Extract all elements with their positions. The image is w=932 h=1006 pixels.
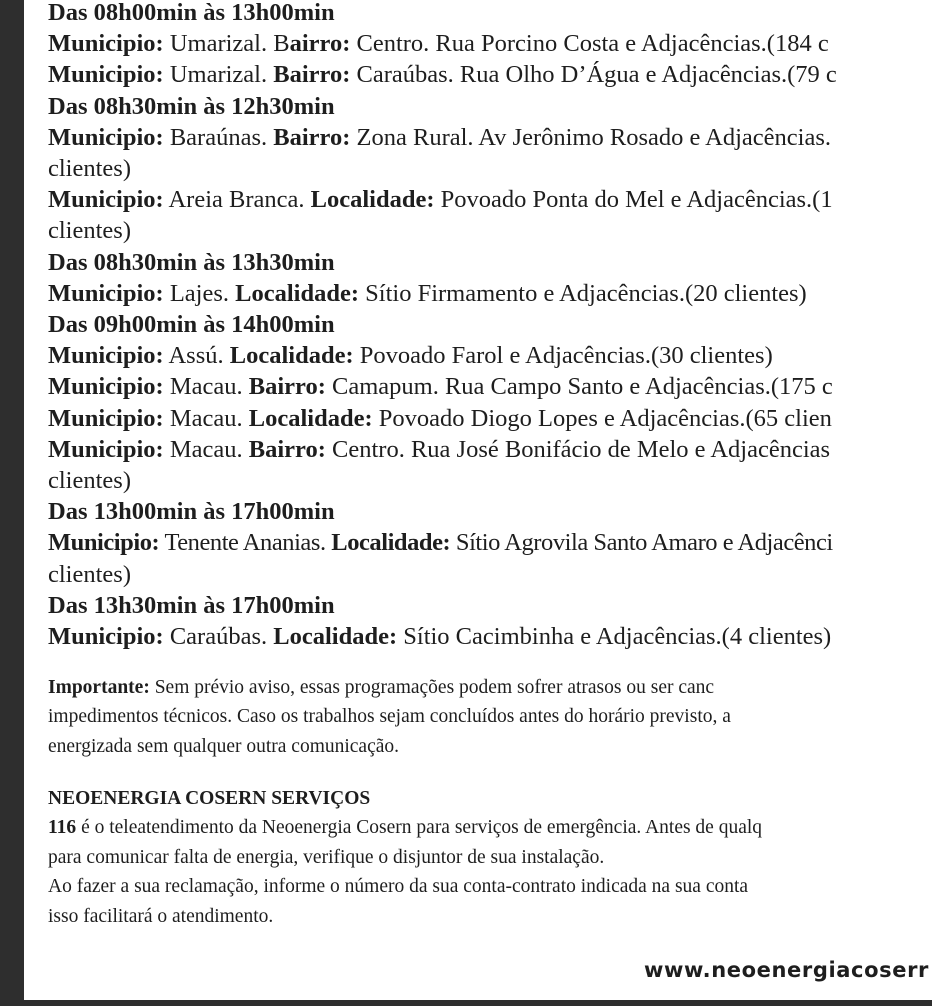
entry-detail: Povoado Ponta do Mel e Adjacências.(1 — [434, 186, 833, 214]
municipio-label: Municipio: — [48, 123, 164, 151]
time-slot-heading: Das 08h30min às 12h30min — [48, 92, 335, 120]
entry-detail: Sítio Firmamento e Adjacências.(20 clientes) — [359, 279, 807, 307]
bairro-rest: airro: — [289, 30, 351, 58]
city-name: Baraúnas. — [163, 123, 274, 151]
bairro-label: Bairro: — [248, 373, 326, 401]
localidade-label: Localidade: — [331, 529, 451, 557]
bairro-label: Bairro: — [248, 435, 326, 463]
city-name: Areia Branca. — [163, 186, 311, 214]
city-name: Caraúbas. — [163, 623, 274, 651]
municipio-label: Municipio: — [48, 61, 164, 89]
outage-schedule — [48, 0, 932, 652]
municipio-label: Municipio: — [48, 373, 164, 401]
schedule-entry — [48, 621, 932, 652]
municipio-label: Municipio: — [48, 529, 160, 557]
schedule-entry — [48, 278, 932, 309]
emergency-phone: 116 — [48, 817, 77, 839]
city-name: Umarizal. — [163, 30, 274, 58]
schedule-entry — [48, 434, 932, 465]
bairro-initial: B — [273, 30, 290, 58]
entry-detail: Povoado Diogo Lopes e Adjacências.(65 clien — [372, 404, 832, 432]
time-slot-heading: Das 08h30min às 13h30min — [48, 248, 335, 276]
important-label: Importante: — [48, 677, 150, 698]
time-slot-heading: Das 09h00min às 14h00min — [48, 311, 335, 339]
city-name: Macau. — [163, 373, 249, 401]
city-name: Lajes. — [163, 279, 236, 307]
company-services — [48, 784, 932, 931]
page-border-left — [0, 0, 24, 1006]
important-line — [48, 673, 932, 702]
entry-detail: Camapum. Rua Campo Santo e Adjacências.(175 c — [325, 373, 833, 401]
website-url[interactable]: www.neoenergiacoserr — [644, 958, 929, 982]
entry-detail: Centro. Rua José Bonifácio de Melo e Adjacências — [325, 435, 831, 463]
schedule-entry — [48, 122, 932, 153]
schedule-entry — [48, 340, 932, 371]
company-line: Ao fazer a sua reclamação, informe o número da sua conta-contrato indicada na sua conta — [48, 876, 749, 898]
entry-detail: Sítio Agrovila Santo Amaro e Adjacênci — [450, 529, 833, 557]
municipio-label: Municipio: — [48, 342, 164, 370]
schedule-entry — [48, 184, 932, 215]
company-title: NEOENERGIA COSERN SERVIÇOS — [48, 788, 371, 809]
company-line: para comunicar falta de energia, verifique o disjuntor de sua instalação. — [48, 846, 605, 868]
city-name: Assú. — [163, 342, 230, 370]
entry-detail: Zona Rural. Av Jerônimo Rosado e Adjacências. — [350, 123, 831, 151]
localidade-label: Localidade: — [229, 342, 354, 370]
schedule-entry — [48, 371, 932, 402]
municipio-label: Municipio: — [48, 186, 164, 214]
municipio-label: Municipio: — [48, 623, 164, 651]
schedule-entry — [48, 59, 932, 90]
bairro-label: Bairro: — [273, 61, 351, 89]
entry-continuation: clientes) — [48, 467, 131, 495]
important-text: Sem prévio aviso, essas programações podem sofrer atrasos ou ser canc — [149, 677, 715, 698]
entry-detail: Sítio Cacimbinha e Adjacências.(4 clientes) — [397, 623, 832, 651]
municipio-label: Municipio: — [48, 435, 164, 463]
schedule-entry — [48, 527, 932, 558]
company-line: isso facilitará o atendimento. — [48, 905, 274, 927]
entry-continuation: clientes) — [48, 155, 131, 183]
localidade-label: Localidade: — [235, 279, 360, 307]
company-text: é o teleatendimento da Neoenergia Cosern para serviços de emergência. Antes de qualq — [76, 817, 763, 839]
city-name: Umarizal. — [163, 61, 274, 89]
city-name: Macau. — [163, 404, 249, 432]
bairro-label: Bairro: — [273, 123, 351, 151]
localidade-label: Localidade: — [310, 186, 435, 214]
city-name: Tenente Ananias. — [159, 529, 332, 557]
time-slot-heading: Das 13h30min às 17h00min — [48, 591, 335, 619]
entry-detail: Caraúbas. Rua Olho D’Água e Adjacências.(79 c — [350, 61, 837, 89]
important-notice — [48, 673, 932, 761]
city-name: Macau. — [163, 435, 249, 463]
municipio-label: Municipio: — [48, 279, 164, 307]
important-line: energizada sem qualquer outra comunicação. — [48, 735, 400, 757]
entry-continuation: clientes) — [48, 560, 131, 588]
localidade-label: Localidade: — [248, 404, 373, 432]
entry-continuation: clientes) — [48, 217, 131, 245]
entry-detail: Centro. Rua Porcino Costa e Adjacências.(184 c — [350, 30, 829, 58]
page-border-bottom — [0, 1000, 932, 1006]
bairro-label — [273, 30, 350, 57]
schedule-entry — [48, 403, 932, 434]
important-line: impedimentos técnicos. Caso os trabalhos sejam concluídos antes do horário previsto, a — [48, 706, 731, 728]
municipio-label: Municipio: — [48, 404, 164, 432]
time-slot-heading: Das 08h00min às 13h00min — [48, 0, 335, 26]
time-slot-heading: Das 13h00min às 17h00min — [48, 498, 335, 526]
localidade-label: Localidade: — [273, 623, 398, 651]
schedule-entry — [48, 28, 932, 59]
entry-detail: Povoado Farol e Adjacências.(30 clientes) — [353, 342, 773, 370]
company-line — [48, 813, 932, 842]
municipio-label: Municipio: — [48, 30, 164, 58]
